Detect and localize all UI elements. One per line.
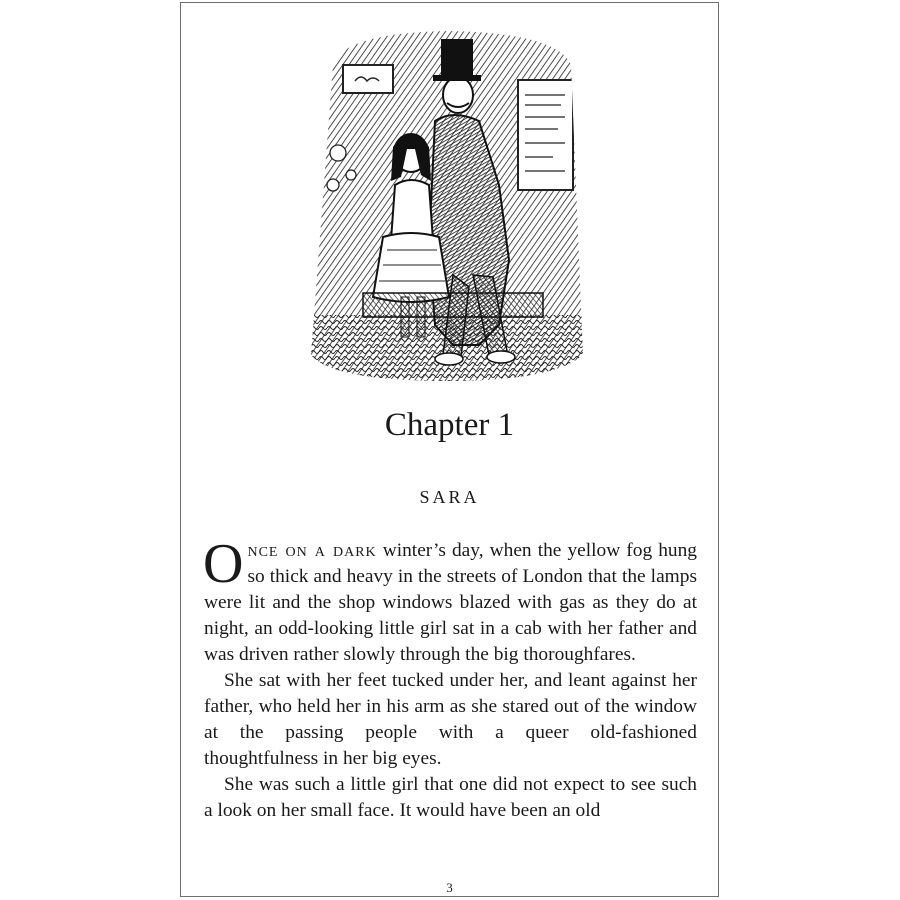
section-title: SARA [419,487,480,507]
chapter-illustration [303,25,593,381]
body-text [203,533,697,824]
paragraph-text: winter’s day, when the yellow fog hung so thick and heavy in the streets of London that the lamps were lit and the shop windows blazed with gas as they do at night, an odd-looking little girl sat in a cab with her father and was driven rather slowly through the big thoroughfares. [204,540,697,665]
chapter-title: Chapter 1 [384,407,515,443]
paragraph [203,533,697,668]
paragraph: She was such a little girl that one did not expect to see such a look on her small face. It would have been an old [204,774,697,821]
page-number: 3 [446,880,453,895]
paragraph: She sat with her feet tucked under her, and leant against her father, who held her in his arm as she stared out of the window at the passing people with a queer old-fashioned thoughtfulness in her big eyes. [204,670,697,769]
drop-cap: O [203,533,244,595]
lead-in-small-caps: nce on a dark [247,540,377,561]
book-page [180,2,719,897]
